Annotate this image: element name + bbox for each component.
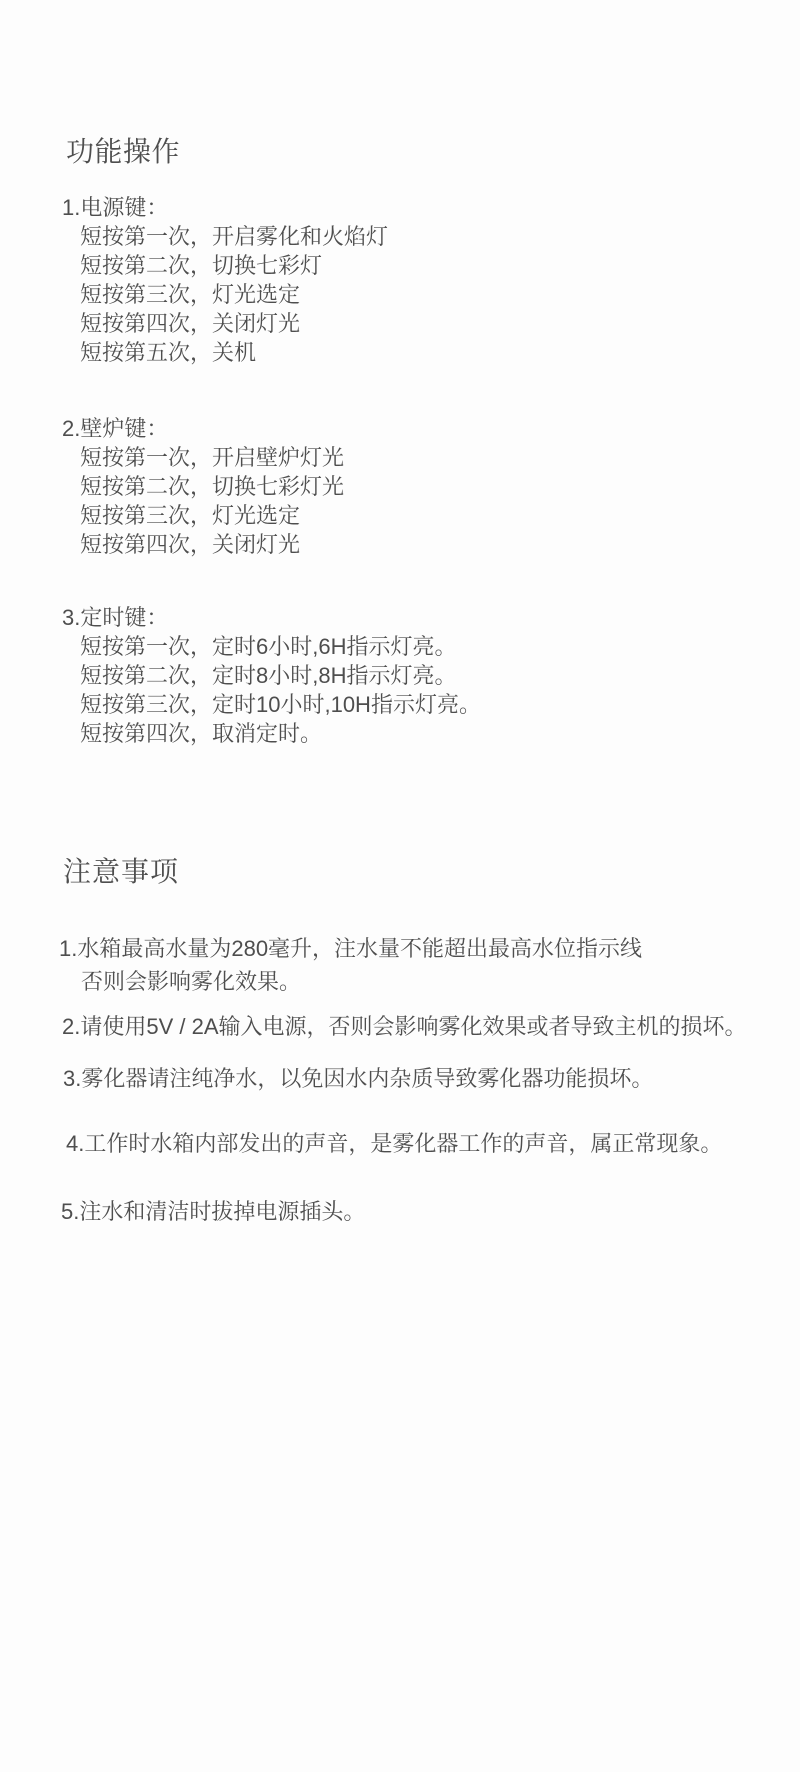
- timer-key-label: 3.定时键：: [62, 605, 169, 630]
- instruction-line: 短按第三次，灯光选定: [80, 282, 301, 307]
- notice-item-3: [63, 1062, 653, 1095]
- timer-key-steps: [80, 632, 481, 748]
- notice-section-title: 注意事项: [63, 856, 180, 887]
- power-key-label: 1.电源键：: [62, 195, 169, 220]
- notice-item-5: [61, 1195, 365, 1228]
- instruction-line: 短按第二次，切换七彩灯: [80, 253, 323, 278]
- instruction-line: 短按第二次，定时8小时,8H指示灯亮。: [80, 663, 457, 688]
- instruction-line: 短按第三次，灯光选定: [80, 503, 301, 528]
- instruction-line: 短按第一次，开启雾化和火焰灯: [80, 224, 389, 249]
- notice-line: 4.工作时水箱内部发出的声音，是雾化器工作的声音，属正常现象。: [66, 1131, 723, 1156]
- instruction-line: 短按第四次，关闭灯光: [80, 532, 301, 557]
- notice-item-2: [62, 1010, 747, 1043]
- notice-line: 1.水箱最高水量为280毫升，注水量不能超出最高水位指示线: [59, 936, 643, 961]
- instruction-line: 短按第四次，取消定时。: [80, 721, 323, 746]
- instruction-line: 短按第二次，切换七彩灯光: [80, 474, 345, 499]
- instruction-line: 短按第一次，定时6小时,6H指示灯亮。: [80, 634, 457, 659]
- notice-item-1: [59, 932, 642, 998]
- instruction-line: 短按第五次，关机: [80, 340, 257, 365]
- power-key-group: [62, 193, 388, 367]
- notice-item-4: [66, 1127, 722, 1160]
- instruction-line: 短按第三次，定时10小时,10H指示灯亮。: [80, 692, 481, 717]
- notice-line: 5.注水和清洁时拔掉电源插头。: [61, 1199, 366, 1224]
- fireplace-key-group: [62, 414, 344, 559]
- power-key-steps: [80, 222, 388, 367]
- notice-line: 2.请使用5V / 2A输入电源，否则会影响雾化效果或者导致主机的损坏。: [62, 1014, 747, 1039]
- instruction-line: 短按第四次，关闭灯光: [80, 311, 301, 336]
- instruction-line: 短按第一次，开启壁炉灯光: [80, 445, 345, 470]
- notice-line-continuation: 否则会影响雾化效果。: [81, 969, 302, 994]
- fireplace-key-label: 2.壁炉键：: [62, 416, 169, 441]
- timer-key-group: [62, 603, 481, 748]
- notice-line: 3.雾化器请注纯净水，以免因水内杂质导致雾化器功能损坏。: [63, 1066, 654, 1091]
- function-section-title: 功能操作: [66, 136, 181, 167]
- fireplace-key-steps: [80, 443, 344, 559]
